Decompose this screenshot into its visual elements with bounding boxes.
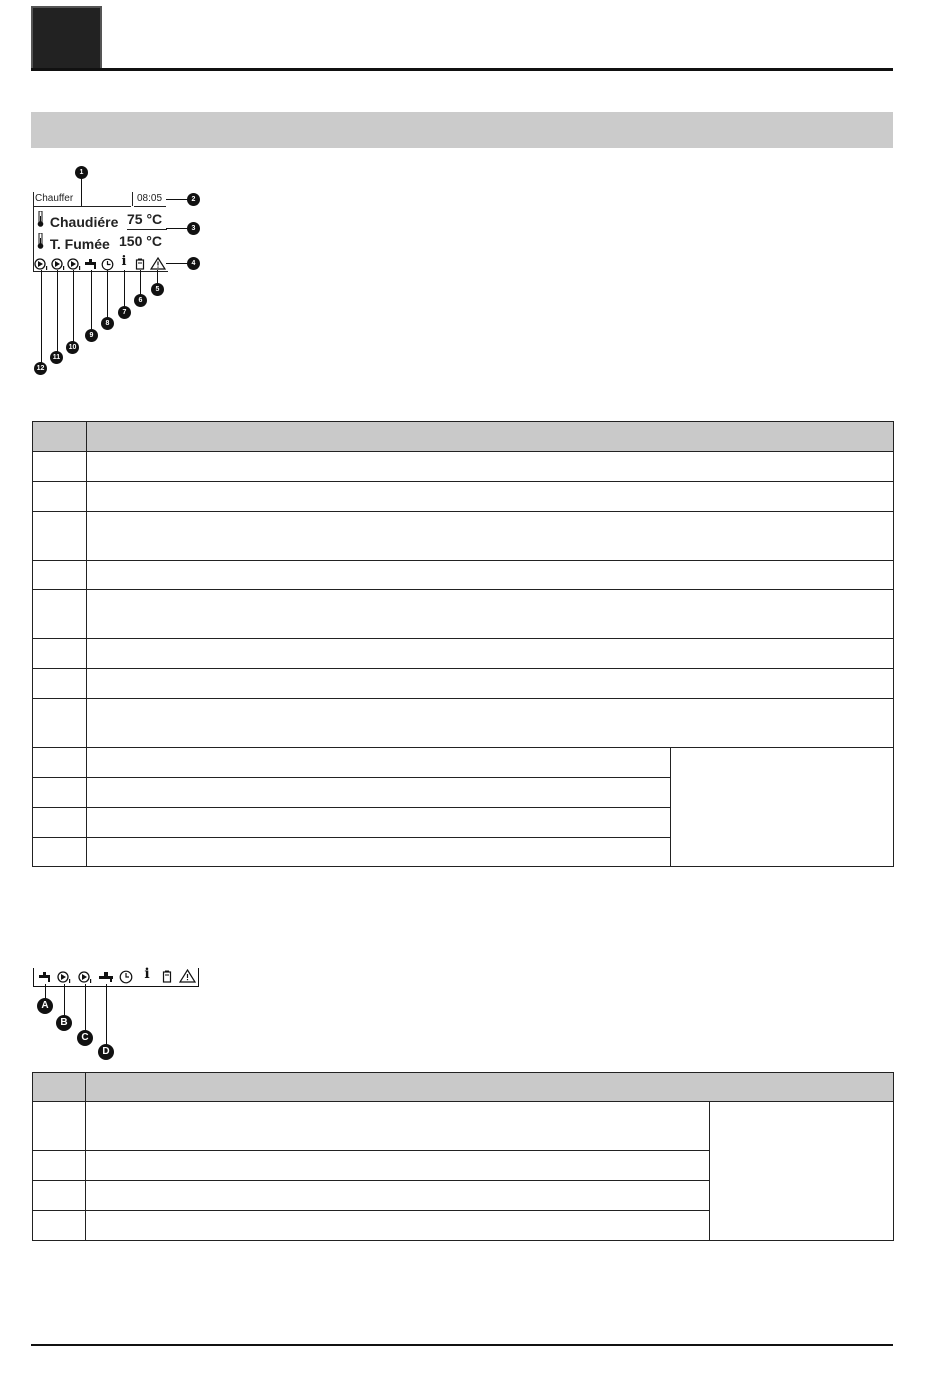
callout-marker: D: [98, 1044, 114, 1060]
callout-marker: A: [37, 998, 53, 1014]
pump-icon: [67, 258, 81, 272]
callout-leader: [140, 270, 141, 295]
warning-icon: [179, 969, 193, 985]
display-underline: [134, 206, 166, 207]
table-header-cell: [33, 1073, 86, 1102]
section-heading-bar: [31, 112, 893, 148]
pump-icon: [57, 971, 71, 985]
chapter-tab: [31, 6, 102, 70]
merged-cell: [710, 1102, 894, 1241]
callout-leader: [41, 270, 42, 363]
table-header-cell: [86, 1073, 894, 1102]
callout-marker: 11: [50, 351, 63, 364]
info-icon: i: [121, 254, 127, 269]
callout-marker: 9: [85, 329, 98, 342]
callout-marker: 12: [34, 362, 47, 375]
legend-table-display: [32, 421, 894, 867]
callout-marker: 7: [118, 306, 131, 319]
callout-marker: 10: [66, 341, 79, 354]
table-row: [33, 512, 894, 561]
table-row: [33, 669, 894, 699]
callout-marker: B: [56, 1015, 72, 1031]
callout-leader: [124, 270, 125, 307]
display-row2-value: 150 °C: [119, 233, 162, 249]
display-underline: [127, 229, 167, 230]
table-header-cell: [87, 422, 894, 452]
callout-leader: [85, 984, 86, 1032]
merged-cell: [671, 748, 894, 867]
callout-leader: [57, 270, 58, 352]
table-header-cell: [33, 422, 87, 452]
callout-marker: 5: [151, 283, 164, 296]
callout-leader: [166, 263, 188, 264]
display-row-flue: [37, 233, 110, 252]
display-separator: [132, 192, 133, 206]
callout-marker: 4: [187, 257, 200, 270]
fuel-container-icon: [160, 970, 174, 985]
table-row: [33, 561, 894, 590]
pump-icon: [78, 971, 92, 985]
table-row: [33, 452, 894, 482]
clock-icon: [119, 970, 133, 986]
callout-marker: 2: [187, 193, 200, 206]
table-row: [33, 1102, 894, 1151]
display-status-label: Chauffer: [35, 193, 74, 204]
table-row: [33, 482, 894, 512]
callout-leader: [166, 199, 188, 200]
pump-icon: [51, 258, 65, 272]
display-row1-value: 75 °C: [127, 211, 163, 227]
callout-leader: [73, 270, 74, 342]
thermometer-icon: [37, 211, 46, 230]
table-row: [33, 639, 894, 669]
display-row-boiler: [37, 211, 118, 230]
display-underline: [33, 206, 131, 207]
callout-leader: [107, 270, 108, 318]
hot-water-tap-icon: [38, 971, 52, 985]
callout-leader: [166, 228, 188, 229]
thermometer-icon: [37, 233, 46, 252]
display-row2-label: T. Fumée: [49, 236, 110, 252]
legend-table-icons: [32, 1072, 894, 1241]
icon-bar-border: [33, 986, 199, 987]
callout-marker: 8: [101, 317, 114, 330]
display-time: 08:05: [137, 193, 163, 204]
icon-bar-border: [198, 968, 199, 987]
header-rule: [31, 68, 893, 71]
callout-leader: [64, 984, 65, 1017]
table-row: [33, 699, 894, 748]
callout-marker: 6: [134, 294, 147, 307]
icon-bar-border: [33, 968, 34, 987]
callout-marker: 1: [75, 166, 88, 179]
callout-leader: [91, 270, 92, 330]
info-icon: i: [144, 966, 150, 982]
display-row1-label: Chaudiére: [49, 214, 119, 230]
table-row: [33, 590, 894, 639]
mixing-valve-icon: [98, 971, 112, 985]
callout-leader: [81, 176, 82, 206]
callout-marker: 3: [187, 222, 200, 235]
callout-marker: C: [77, 1030, 93, 1046]
table-row: [33, 748, 894, 778]
callout-leader: [106, 984, 107, 1046]
footer-rule: [31, 1344, 893, 1346]
